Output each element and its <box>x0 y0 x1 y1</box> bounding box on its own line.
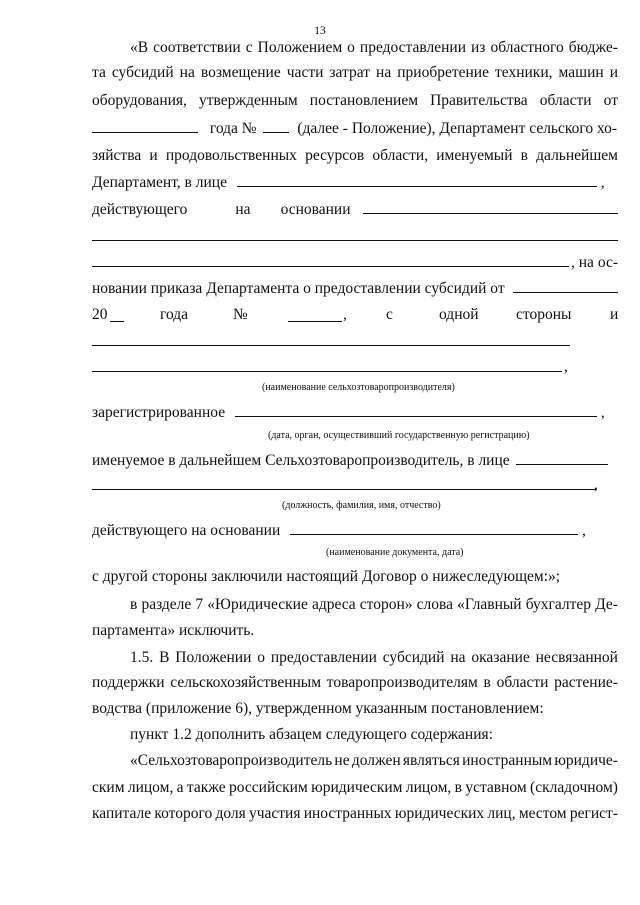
blank-document-field[interactable] <box>290 520 578 535</box>
word: также <box>186 779 226 796</box>
word: Положении <box>175 649 252 666</box>
text-line-1 <box>130 38 618 58</box>
word: Правительства <box>430 92 528 109</box>
word: субсидий <box>111 64 174 81</box>
word: поддержки <box>92 674 165 691</box>
page-number: 13 <box>314 25 326 37</box>
word: юридическим <box>311 779 403 796</box>
blank-line-field[interactable] <box>92 252 569 267</box>
word: которого <box>154 805 213 822</box>
word: в <box>130 596 138 613</box>
caption-document: (наименование документа, дата) <box>326 547 464 558</box>
word: области <box>496 674 549 691</box>
word: лицом, <box>127 779 174 796</box>
word: иностранных <box>303 805 392 822</box>
word: местом <box>518 805 567 822</box>
word: оборудования, <box>92 92 187 109</box>
word: дальнейшем <box>536 147 618 164</box>
word: доля <box>215 805 246 822</box>
word: слова <box>416 596 453 613</box>
word: зяйства <box>92 147 142 164</box>
word: года <box>160 306 189 323</box>
word: и <box>610 306 619 323</box>
word: несвязанной <box>535 649 618 666</box>
word: области, <box>372 147 429 164</box>
comma: , <box>581 522 586 539</box>
comma: , <box>564 358 568 375</box>
text-fragment: именуемое в дальнейшем Сельхозтоваропроизводитель, в лице <box>92 452 510 469</box>
text-line-6 <box>92 172 618 193</box>
word: бухгалтер <box>525 596 592 613</box>
word: возмещение <box>200 64 281 81</box>
word: являться <box>402 752 460 769</box>
word: предоставлении <box>359 39 466 56</box>
paragraph-3-line-2 <box>92 673 618 693</box>
text-line-referred <box>92 450 618 471</box>
word: Де- <box>595 596 618 613</box>
word: «Юридические <box>207 596 308 613</box>
word: затрат <box>329 64 370 81</box>
comma: , <box>343 306 347 323</box>
blank-order-date-field[interactable] <box>513 278 618 293</box>
blank-registration-field[interactable] <box>235 402 597 417</box>
paragraph-5-line-2 <box>92 778 618 798</box>
word: бюдже- <box>568 39 618 56</box>
word: на <box>179 64 195 81</box>
text-line-9 <box>92 252 618 273</box>
word: приобретение <box>397 64 489 81</box>
word: машин <box>558 64 604 81</box>
blank-producer-line-1[interactable] <box>92 345 570 346</box>
word: от <box>603 92 618 109</box>
word: та <box>92 64 106 81</box>
word: в <box>520 147 528 164</box>
word: постановлением <box>309 92 419 109</box>
text-line-registered <box>92 402 618 423</box>
word: регист- <box>569 805 618 822</box>
word: именуемый <box>436 147 513 164</box>
word: адреса <box>311 596 356 613</box>
word: на <box>450 649 466 666</box>
word: ским <box>92 779 125 796</box>
word: субсидий <box>382 649 445 666</box>
text-fragment: партамента» исключить. <box>92 622 255 639</box>
blank-line[interactable] <box>92 240 618 241</box>
text-line-7 <box>92 199 618 220</box>
word: областного <box>490 39 564 56</box>
comma: , <box>600 174 605 191</box>
word: капитале <box>92 805 152 822</box>
word: № <box>233 306 248 323</box>
comma: , <box>594 476 598 493</box>
word: иностранным <box>462 752 553 769</box>
word: одной <box>439 306 479 323</box>
text-line-4 <box>92 118 618 139</box>
word: сторон» <box>359 596 413 613</box>
word: лицом, <box>405 779 452 796</box>
word: на <box>235 201 251 218</box>
text-fragment: Департамент, в лице <box>92 174 227 191</box>
word: В <box>159 649 170 666</box>
comma: , <box>600 404 605 421</box>
word: должен <box>351 752 401 769</box>
paragraph-3-line-3 <box>92 699 618 719</box>
word: не <box>334 752 350 769</box>
caption-producer-name: (наименование сельхозтоваропроизводителя) <box>262 382 455 393</box>
text-fragment: , на ос- <box>571 254 618 271</box>
word: продовольственных <box>165 147 297 164</box>
year-prefix: 20 <box>92 306 108 323</box>
word: ресурсов <box>305 147 365 164</box>
word: техники, <box>495 64 553 81</box>
text-line-10 <box>92 278 618 299</box>
year-number-label: года № <box>209 120 257 137</box>
word: области <box>539 92 592 109</box>
word: о <box>257 649 265 666</box>
word: части <box>286 64 324 81</box>
blank-person-field[interactable] <box>516 450 608 465</box>
paragraph-5-line-1 <box>130 751 618 771</box>
blank-number-field[interactable] <box>263 118 289 133</box>
blank-date-field[interactable] <box>92 118 198 133</box>
word: разделе <box>141 596 192 613</box>
text-line-3 <box>92 91 618 111</box>
word: лиц, <box>487 805 516 822</box>
blank-order-number-field[interactable] <box>288 307 342 322</box>
word: 7 <box>195 596 204 613</box>
word: участия <box>248 805 301 822</box>
word: действующего <box>92 201 188 218</box>
word: растение- <box>554 674 618 691</box>
text-fragment: (далее - Положение), Департамент сельского хо- <box>297 120 618 137</box>
text-fragment: пункт 1.2 дополнить абзацем следующего содержания: <box>130 726 493 743</box>
text-fragment: водства (приложение 6), утвержденном указанным постановлением: <box>92 700 544 717</box>
word: на <box>376 64 392 81</box>
word: «Сельхозтоваропроизводитель <box>130 752 333 769</box>
text-line-5 <box>92 146 618 166</box>
word: «Главный <box>457 596 522 613</box>
blank-person-line[interactable] <box>92 489 596 490</box>
word: в <box>454 779 462 796</box>
word: юридических <box>394 805 485 822</box>
word: и <box>149 147 158 164</box>
caption-registration: (дата, орган, осуществивший государственную регистрацию) <box>268 430 530 441</box>
word: и <box>609 64 618 81</box>
word: с <box>386 306 393 323</box>
paragraph-2-line-2 <box>92 621 618 641</box>
paragraph-3-line-1 <box>130 648 618 668</box>
text-fragment: новании приказа Департамента о предоставлении субсидий от <box>92 280 505 297</box>
word: 1.5. <box>130 649 154 666</box>
word: сельскохозяйственным <box>170 674 322 691</box>
word: основании <box>280 201 351 218</box>
word: о <box>347 39 355 56</box>
word: из <box>471 39 486 56</box>
blank-producer-line-2[interactable] <box>92 371 562 372</box>
word: утвержденным <box>199 92 298 109</box>
paragraph-2-line-1 <box>130 595 618 615</box>
blank-year-field[interactable] <box>110 307 124 322</box>
blank-basis-field[interactable] <box>363 199 618 214</box>
text-line-2 <box>92 63 618 83</box>
paragraph-5-line-3 <box>92 804 618 824</box>
word: с <box>245 39 253 56</box>
word: (складочном) <box>530 779 618 796</box>
word: предоставлении <box>270 649 377 666</box>
text-line-other-side <box>92 567 618 587</box>
word: товаропроизводителям <box>326 674 478 691</box>
text-fragment: зарегистрированное <box>92 404 226 421</box>
word: Положением <box>257 39 343 56</box>
text-fragment: действующего на основании <box>92 522 281 539</box>
word: стороны <box>516 306 572 323</box>
word: юридиче- <box>554 752 618 769</box>
text-fragment: с другой стороны заключили настоящий Договор о нижеследующем:»; <box>92 568 561 585</box>
word: а <box>176 779 184 796</box>
caption-person: (должность, фамилия, имя, отчество) <box>282 500 441 511</box>
paragraph-4 <box>130 725 618 745</box>
word: соответствии <box>153 39 241 56</box>
word: российским <box>229 779 308 796</box>
blank-representative-field[interactable] <box>237 172 597 187</box>
word: «В <box>130 39 149 56</box>
word: уставном <box>465 779 527 796</box>
text-line-acting-basis <box>92 520 618 541</box>
word: оказание <box>471 649 530 666</box>
word: в <box>483 674 491 691</box>
